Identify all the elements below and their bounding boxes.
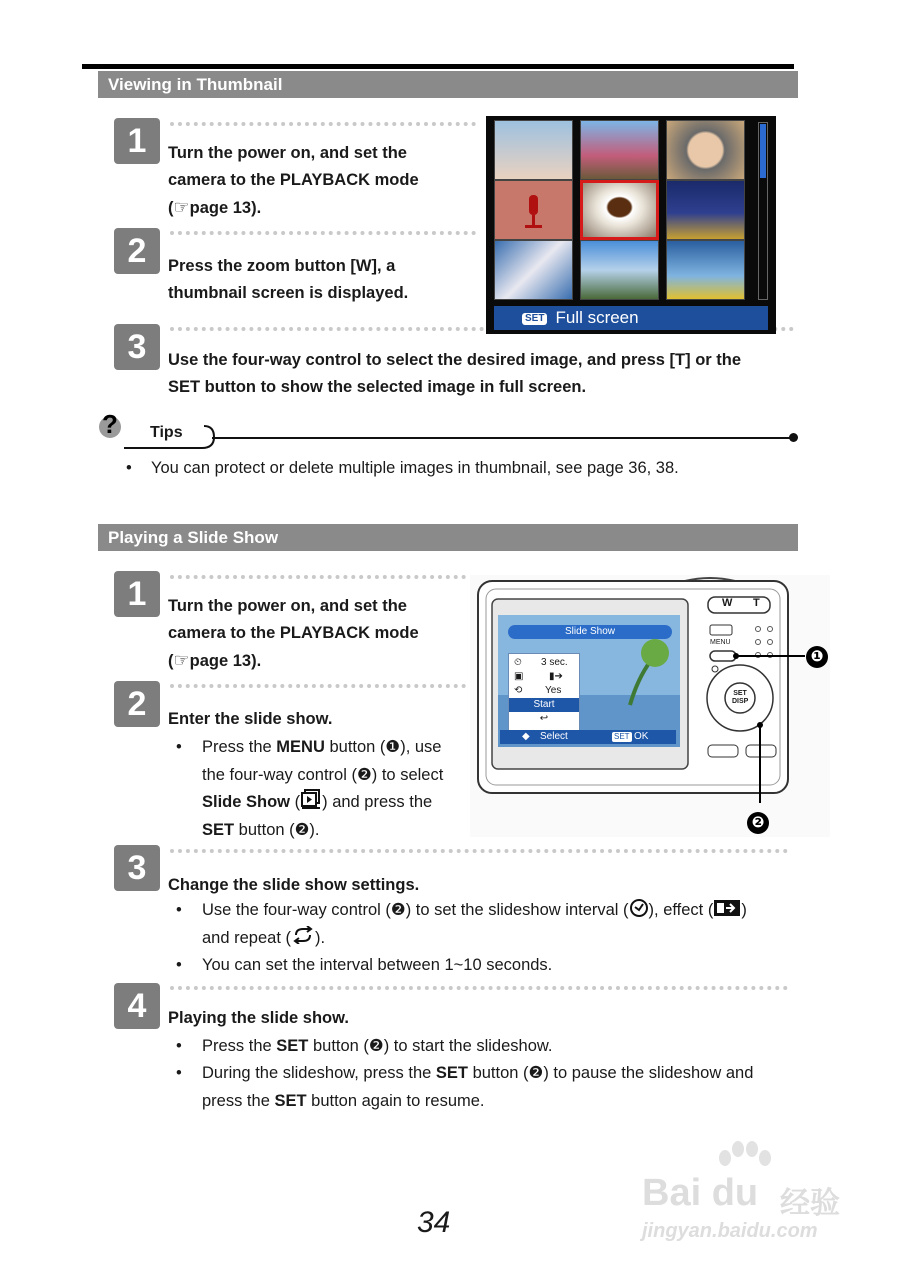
callout-2: ❷	[747, 812, 769, 834]
bullet-glyph: •	[176, 1064, 182, 1082]
thumbnail-scrollbar	[758, 122, 768, 300]
tips-rule-end	[789, 433, 798, 442]
effect-icon	[713, 899, 741, 917]
watermark-logo: Bai du	[642, 1172, 759, 1214]
thumbnail-photo	[494, 240, 573, 300]
page-number: 34	[417, 1206, 451, 1239]
repeat-icon	[291, 926, 315, 944]
step-number: 3	[114, 845, 160, 891]
zoom-w-label: W	[722, 597, 733, 609]
thumbnail-photo	[494, 120, 573, 180]
page-reference-icon: ☞	[173, 650, 190, 670]
zoom-t-label: T	[753, 597, 760, 609]
thumbnail-photo	[666, 120, 745, 180]
lcd-title: Slide Show	[508, 625, 672, 639]
watermark-url: jingyan.baidu.com	[642, 1220, 818, 1242]
clock-icon: ⏲	[514, 657, 522, 668]
step-divider	[170, 575, 466, 579]
step-divider	[170, 231, 476, 235]
section-title-slideshow: Playing a Slide Show	[98, 524, 798, 551]
thumbnail-photo	[580, 120, 659, 180]
return-icon: ↩	[539, 713, 549, 724]
step-number: 2	[114, 228, 160, 274]
tips-text: You can protect or delete multiple images in thumbnail, see page 36, 38.	[151, 459, 679, 477]
slideshow-icon	[300, 789, 322, 809]
question-icon: ?	[99, 416, 121, 438]
step-bullet-text: Use the four-way control (❷) to set the slideshow interval ( ), effect ( ) and repeat ( ).	[202, 897, 792, 952]
step-divider	[170, 684, 466, 688]
full-screen-bar: SET Full screen	[494, 306, 768, 330]
step-bullet-text: Press the SET button (❷) to start the slideshow.	[202, 1037, 553, 1055]
lcd-bottom-bar: ◆ Select SET OK	[500, 730, 676, 744]
watermark-cn: 经验	[780, 1187, 840, 1220]
bullet-glyph: •	[176, 956, 182, 974]
repeat-icon: ⟲	[514, 685, 523, 696]
tips-rule	[212, 437, 792, 439]
page-reference-icon: ☞	[173, 197, 190, 217]
select-arrows-icon: ◆	[522, 731, 530, 742]
menu-label: MENU	[710, 639, 731, 646]
effect-icon: ▣	[514, 671, 524, 682]
tips-bracket	[120, 424, 220, 452]
step-heading: Enter the slide show.	[168, 710, 333, 728]
callout-1: ❶	[806, 646, 828, 668]
step-divider	[170, 849, 788, 853]
step-number: 3	[114, 324, 160, 370]
bullet-glyph: •	[126, 459, 132, 477]
set-disp-label: SET DISP	[732, 690, 749, 705]
step-text: Turn the power on, and set the camera to the PLAYBACK mode (☞page 13).	[168, 597, 419, 670]
step-number: 1	[114, 118, 160, 164]
step-text: Press the zoom button [W], a thumbnail screen is displayed.	[168, 257, 409, 302]
thumbnail-photo	[580, 240, 659, 300]
bullet-glyph: •	[176, 738, 182, 756]
bullet-glyph: •	[176, 901, 182, 919]
step-number: 2	[114, 681, 160, 727]
thumbnail-screen-illustration	[486, 116, 776, 334]
lcd-menu: ⏲ 3 sec. ▣ ▮➔ ⟲ Yes Start ↩	[508, 653, 580, 735]
step-text: Turn the power on, and set the camera to the PLAYBACK mode (☞page 13).	[168, 144, 419, 217]
thumbnail-selected	[580, 180, 659, 240]
set-badge: SET	[522, 313, 547, 325]
step-number: 4	[114, 983, 160, 1029]
bullet-glyph: •	[176, 1037, 182, 1055]
step-number: 1	[114, 571, 160, 617]
thumbnail-photo	[666, 240, 745, 300]
timer-icon	[629, 898, 649, 918]
baidu-watermark	[640, 1140, 855, 1250]
step-divider	[170, 986, 788, 990]
step-bullet-text: You can set the interval between 1~10 seconds.	[202, 956, 553, 974]
effect-value-icon: ▮➔	[549, 671, 563, 682]
thumbnail-photo	[666, 180, 745, 240]
section-title-thumbnail: Viewing in Thumbnail	[98, 71, 798, 98]
step-divider	[170, 122, 476, 126]
step-bullet-text: Press the MENU button (❶), use the four-way control (❷) to select Slide Show ( ) and press the SET button (❷).	[202, 738, 444, 839]
step-heading: Change the slide show settings.	[168, 876, 420, 894]
camera-illustration	[470, 575, 830, 837]
step-text: Use the four-way control to select the desired image, and press [T] or the SET button to show the selected image in full screen.	[168, 351, 742, 396]
step-bullet-text: During the slideshow, press the SET button (❷) to pause the slideshow and press the SET button again to resume.	[202, 1064, 754, 1110]
step-heading: Playing the slide show.	[168, 1009, 349, 1027]
tips-label: Tips	[150, 424, 183, 441]
top-rule	[82, 64, 794, 69]
thumbnail-voice-memo	[494, 180, 573, 240]
